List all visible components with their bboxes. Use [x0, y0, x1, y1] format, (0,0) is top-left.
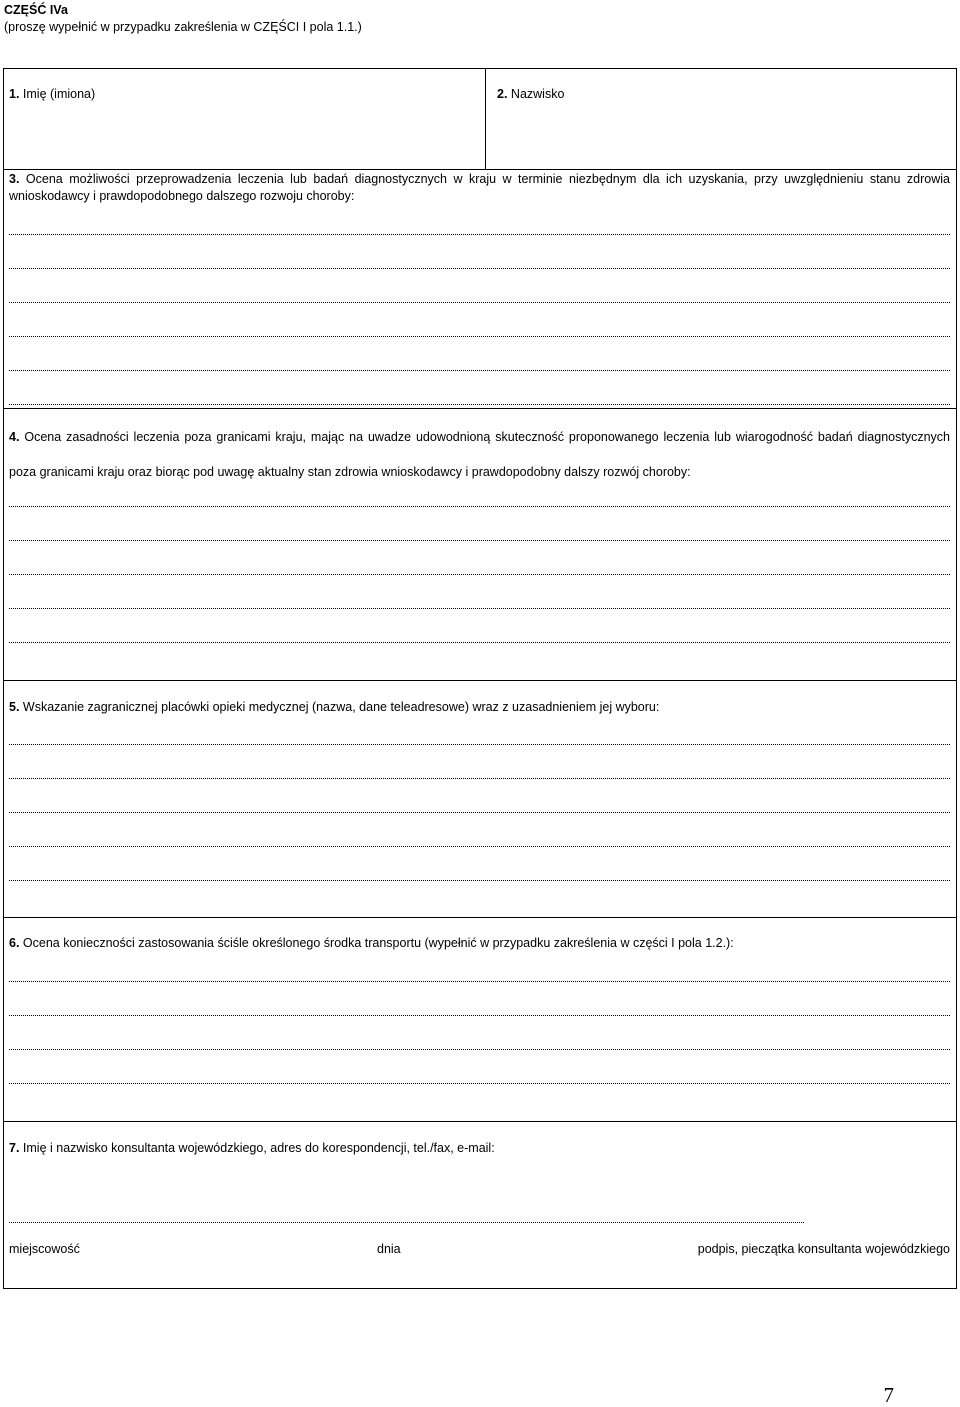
signature-line[interactable] — [9, 1222, 804, 1223]
part-title: CZĘŚĆ IVa — [4, 3, 68, 17]
first-name-field[interactable] — [4, 105, 484, 169]
section-7-text: 7. Imię i nazwisko konsultanta wojewódzkiego, adres do korespondencji, tel./fax, e-mail: — [9, 1141, 495, 1155]
section-4-line[interactable] — [9, 506, 950, 507]
section-divider — [4, 408, 956, 409]
section-6-line[interactable] — [9, 981, 950, 982]
section-5-line[interactable] — [9, 812, 950, 813]
section-6-line[interactable] — [9, 1049, 950, 1050]
section-3-line[interactable] — [9, 302, 950, 303]
section-4-line[interactable] — [9, 540, 950, 541]
last-name-label: 2. Nazwisko — [497, 87, 565, 101]
consultant-details-field[interactable] — [9, 1161, 950, 1219]
section-divider — [4, 917, 956, 918]
section-divider — [4, 169, 956, 170]
section-6-line[interactable] — [9, 1015, 950, 1016]
section-5-line[interactable] — [9, 744, 950, 745]
date-label: dnia — [377, 1242, 401, 1256]
section-3-line[interactable] — [9, 336, 950, 337]
section-5-text: 5. Wskazanie zagranicznej placówki opieki medycznej (nazwa, dane teleadresowe) wraz z uzasadnieniem jej wyboru: — [9, 700, 660, 714]
section-4-line[interactable] — [9, 574, 950, 575]
section-4-line[interactable] — [9, 642, 950, 643]
section-6-line[interactable] — [9, 1083, 950, 1084]
last-name-field[interactable] — [487, 105, 955, 169]
signature-label: podpis, pieczątka konsultanta wojewódzkiego — [697, 1242, 950, 1256]
form-header — [4, 2, 362, 36]
section-3-line[interactable] — [9, 404, 950, 405]
section-divider — [4, 680, 956, 681]
section-3-text: 3. Ocena możliwości przeprowadzenia leczenia lub badań diagnostycznych w kraju w terminie niezbędnym dla ich uzyskania, przy uwzględnieniu stanu zdrowia wnioskodawcy i prawdopodobnego dalszego rozwoju choroby: — [9, 172, 950, 203]
section-5-line[interactable] — [9, 846, 950, 847]
part-subtitle: (proszę wypełnić w przypadku zakreślenia w CZĘŚCI I pola 1.1.) — [4, 20, 362, 34]
first-name-label: 1. Imię (imiona) — [9, 87, 96, 101]
page-number: 7 — [883, 1383, 894, 1407]
section-5-line[interactable] — [9, 778, 950, 779]
place-label: miejscowość — [9, 1242, 80, 1256]
section-4-line[interactable] — [9, 608, 950, 609]
section-6-text: 6. Ocena konieczności zastosowania ściśle określonego środka transportu (wypełnić w przypadku zakreślenia w części I pola 1.2.): — [9, 936, 734, 950]
section-5-line[interactable] — [9, 880, 950, 881]
name-divider — [485, 69, 486, 170]
section-3-line[interactable] — [9, 370, 950, 371]
section-3-line[interactable] — [9, 268, 950, 269]
section-3-line[interactable] — [9, 234, 950, 235]
form-box — [3, 68, 957, 1289]
section-4-text: 4. Ocena zasadności leczenia poza granicami kraju, mając na uwadze udowodnioną skuteczność proponowanego leczenia lub wiarogodność badań diagnostycznych poza granicami kraju oraz biorąc pod uwagę aktualny stan zdrowia wnioskodawcy i prawdopodobny dalszy rozwój choroby: — [9, 430, 950, 479]
section-divider — [4, 1121, 956, 1122]
